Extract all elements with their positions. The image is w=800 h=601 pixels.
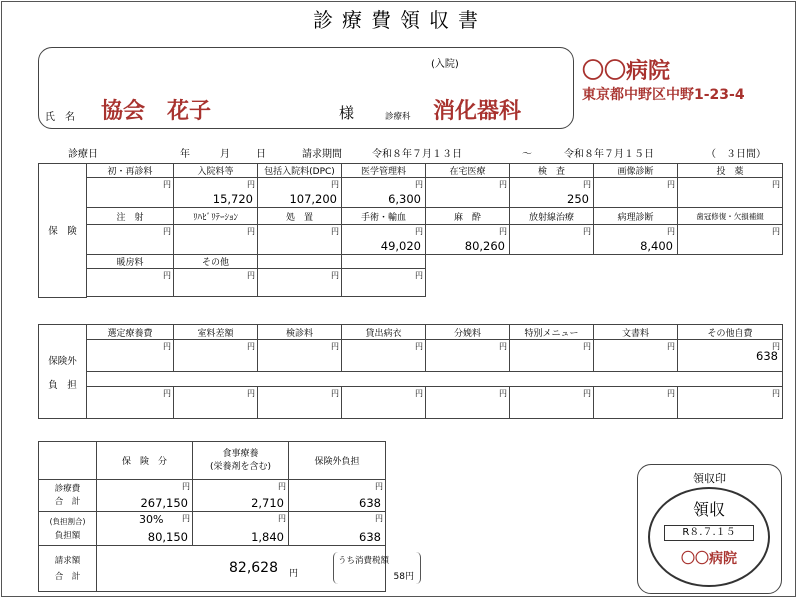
day-label: 日	[256, 149, 266, 160]
summary-cell: 円 638	[289, 512, 386, 546]
ins-header: 画像診断	[594, 164, 678, 178]
noninsurance-side-label: 保険外 負 担	[39, 325, 87, 419]
ins-cell: 円	[342, 269, 426, 297]
billing-period-label: 請求期間	[302, 149, 342, 160]
nonins-header: 特別メニュー	[510, 325, 594, 340]
ins-cell: 円	[87, 269, 174, 297]
ins-cell: 円 49,020	[342, 225, 426, 255]
period-tilde: 〜	[522, 149, 532, 160]
ins-cell: 円	[174, 225, 258, 255]
ins-cell: 円	[678, 225, 783, 255]
summary-cell: 円 638	[289, 480, 386, 512]
ins-header: 包括入院料(DPC)	[258, 164, 342, 178]
nonins-header: 貸出病衣	[342, 325, 426, 340]
ins-cell: 円	[87, 225, 174, 255]
nonins-header: 文書料	[594, 325, 678, 340]
nonins-cell: 円	[426, 340, 510, 372]
month-label: 月	[220, 149, 230, 160]
ins-cell: 円	[87, 178, 174, 208]
summary-cell: 円 1,840	[193, 512, 289, 546]
summary-corner	[39, 442, 97, 480]
tax-label: うち消費税額	[338, 556, 390, 566]
nonins-cell: 円	[594, 387, 678, 419]
ins-header: 投 薬	[678, 164, 783, 178]
department: 消化器科	[433, 99, 522, 124]
ins-header: 在宅医療	[426, 164, 510, 178]
ins-cell: 円	[594, 178, 678, 208]
year-label: 年	[180, 149, 190, 160]
ins-cell: 円 8,400	[594, 225, 678, 255]
stamp-text: 領収	[692, 500, 725, 519]
ins-header: 病理診断	[594, 208, 678, 225]
ins-cell: 円 80,260	[426, 225, 510, 255]
row-claim-label: 請求額 合 計	[39, 546, 97, 592]
honorific: 様	[339, 104, 355, 122]
nonins-cell: 円	[87, 340, 174, 372]
noninsurance-table	[38, 324, 783, 419]
ins-cell: 円	[258, 269, 342, 297]
ins-cell: 円	[258, 225, 342, 255]
nonins-cell: 円	[678, 387, 783, 419]
ins-header: ﾘﾊﾋﾞﾘﾃｰｼｮﾝ	[174, 208, 258, 225]
hospital-name: 〇〇病院	[582, 59, 671, 84]
period-to: 令和８年７月１５日	[564, 149, 654, 160]
ins-cell: 円	[510, 225, 594, 255]
summary-header-insurance: 保 険 分	[97, 442, 193, 480]
patient-box	[38, 47, 574, 129]
insurance-side-label: 保 険	[39, 164, 87, 298]
nonins-cell: 円	[510, 387, 594, 419]
nonins-cell: 円	[510, 340, 594, 372]
insurance-table	[38, 163, 783, 298]
summary-header-noninsurance: 保険外負担	[289, 442, 386, 480]
ins-header: 放射線治療	[510, 208, 594, 225]
nonins-header: 分娩料	[426, 325, 510, 340]
nonins-blank-row	[87, 372, 783, 387]
ins-cell: 円 6,300	[342, 178, 426, 208]
row-burden-label: (負担割合) 負担額	[39, 512, 97, 546]
nonins-header: 室料差額	[174, 325, 258, 340]
nonins-cell: 円	[594, 340, 678, 372]
ins-header: 注 射	[87, 208, 174, 225]
document-title: 診療費領収書	[313, 8, 487, 32]
stamp-label: 領収印	[693, 472, 726, 485]
nonins-header: 検診料	[258, 325, 342, 340]
ins-header: 処 置	[258, 208, 342, 225]
period-days: （ ３日間）	[706, 149, 766, 160]
ins-header: 暖房料	[87, 255, 174, 269]
period-from: 令和８年７月１３日	[372, 149, 462, 160]
nonins-cell: 円 638	[678, 340, 783, 372]
visit-date-label: 診療日	[68, 149, 98, 160]
patient-name: 協会 花子	[101, 99, 212, 124]
nonins-cell: 円	[174, 387, 258, 419]
tax-value: 58円	[393, 572, 414, 582]
ins-cell: 円 250	[510, 178, 594, 208]
nonins-cell: 円	[87, 387, 174, 419]
ins-header: 検 査	[510, 164, 594, 178]
ins-cell: 円 107,200	[258, 178, 342, 208]
ins-header: 入院料等	[174, 164, 258, 178]
summary-header-meal: 食事療養 (栄養剤を含む)	[193, 442, 289, 480]
summary-cell: 円 267,150	[97, 480, 193, 512]
spacer	[87, 297, 426, 298]
nonins-cell: 円	[174, 340, 258, 372]
nonins-cell: 円	[342, 340, 426, 372]
blank-area	[426, 255, 783, 298]
ins-header: 医学管理料	[342, 164, 426, 178]
ins-header: 初・再診料	[87, 164, 174, 178]
ins-cell: 円	[426, 178, 510, 208]
ins-cell: 円	[678, 178, 783, 208]
name-label: 氏 名	[45, 112, 75, 123]
ins-header	[342, 255, 426, 269]
burden-ratio: 30%	[139, 513, 164, 526]
claim-unit: 円	[289, 569, 299, 579]
ins-header: 麻 酔	[426, 208, 510, 225]
ins-header: 歯冠修復・欠損補綴	[678, 208, 783, 225]
tax-box	[333, 552, 421, 584]
nonins-cell: 円	[258, 387, 342, 419]
stamp-hospital: 〇〇病院	[681, 551, 737, 567]
ins-header: 手術・輸血	[342, 208, 426, 225]
ins-header	[258, 255, 342, 269]
nonins-header: 選定療養費	[87, 325, 174, 340]
nonins-header: その他自費	[678, 325, 783, 340]
nonins-cell: 円	[258, 340, 342, 372]
ins-cell: 円	[174, 269, 258, 297]
stamp-date: R８.７.１５	[664, 525, 754, 541]
dept-label: 診療科	[385, 112, 411, 122]
summary-table	[38, 441, 414, 592]
admission-label: (入院)	[431, 59, 459, 70]
claim-total: 82,628	[229, 560, 278, 576]
summary-cell: 30% 円 80,150	[97, 512, 193, 546]
claim-total-cell	[97, 546, 414, 592]
row-total-label: 診療費 合 計	[39, 480, 97, 512]
nonins-cell: 円	[342, 387, 426, 419]
nonins-cell: 円	[426, 387, 510, 419]
hospital-address: 東京都中野区中野1-23-4	[582, 87, 745, 103]
ins-header: その他	[174, 255, 258, 269]
summary-cell: 円 2,710	[193, 480, 289, 512]
ins-cell: 円 15,720	[174, 178, 258, 208]
